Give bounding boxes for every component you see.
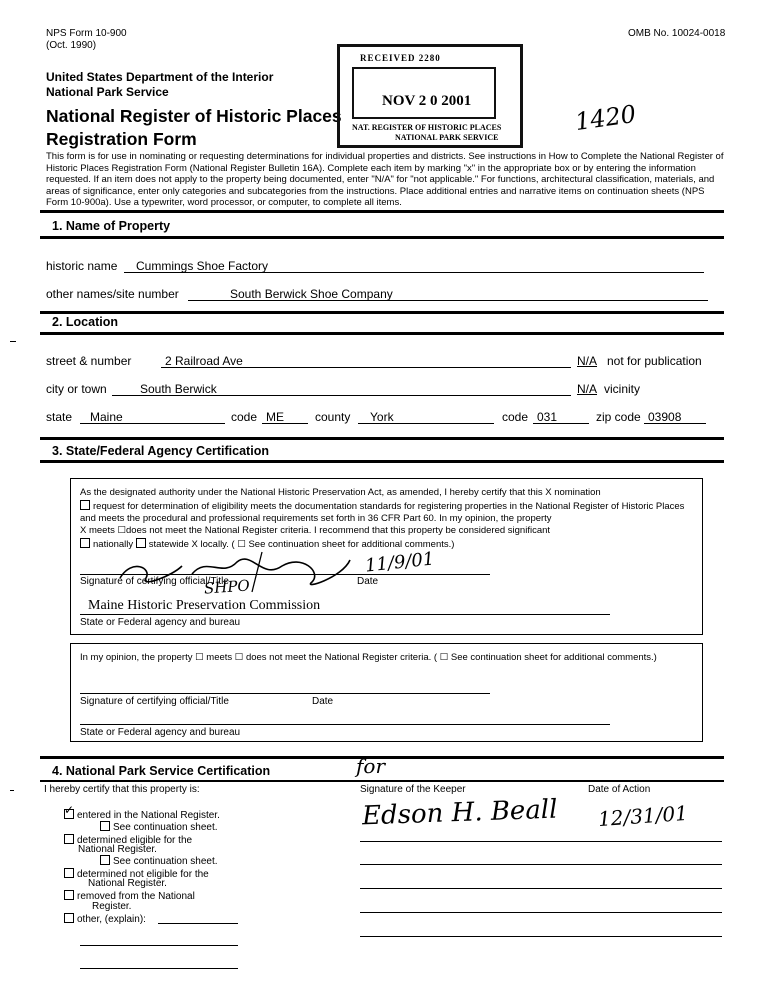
city-label: city or town (46, 382, 107, 396)
agency2-label: State or Federal agency and bureau (80, 727, 241, 738)
keeper-line (360, 888, 722, 889)
zip-label: zip code (596, 410, 641, 424)
nfp-value[interactable]: N/A (577, 354, 598, 368)
department-name: United States Department of the Interior (46, 70, 274, 84)
option-entered (64, 803, 220, 821)
option-continuation-2 (100, 855, 218, 867)
nationally-checkbox[interactable] (80, 538, 90, 548)
other-explain-line (80, 968, 238, 969)
keeper-line (360, 936, 722, 937)
nfp-label: not for publication (607, 354, 702, 368)
vicinity-label: vicinity (604, 382, 641, 396)
handwritten-title: SHPO (203, 576, 251, 598)
county-value[interactable]: York (370, 410, 394, 424)
cert-para3: X meets ☐does not meet the National Register criteria. I recommend that this property be considered significant (80, 525, 551, 536)
omb-number: OMB No. 10024-0018 (628, 28, 726, 39)
other-explain-line (80, 945, 238, 946)
option-other (64, 913, 146, 925)
city-value[interactable]: South Berwick (140, 382, 217, 396)
agency-value[interactable]: Maine Historic Preservation Commission (88, 598, 321, 613)
section2-heading: 2. Location (52, 315, 118, 329)
county-code-value[interactable]: 031 (537, 410, 558, 424)
signature2-line (80, 693, 490, 694)
entered-checkbox[interactable]: ✓ (64, 803, 75, 817)
form-date: (Oct. 1990) (46, 40, 97, 51)
stamp-line1: NAT. REGISTER OF HISTORIC PLACES (352, 123, 502, 132)
agency-line (80, 614, 610, 615)
cert-para1: As the designated authority under the National Historic Preservation Act, as amended, I hereby certify that this X nomination (80, 487, 601, 498)
keeper-line (360, 841, 722, 842)
signature-label: Signature of certifying official/Title (80, 576, 229, 587)
county-label: county (315, 410, 351, 424)
other-explain-line (158, 923, 238, 924)
street-label: street & number (46, 354, 132, 368)
section-rule (40, 311, 724, 314)
handwritten-action-date: 12/31/01 (597, 800, 689, 832)
other-names-label: other names/site number (46, 287, 179, 301)
stamp-received: RECEIVED 2280 (360, 53, 441, 63)
option-entered-label: entered in the National Register. (77, 810, 220, 821)
stamp-date: NOV 2 0 2001 (382, 93, 472, 109)
option-continuation2-label: See continuation sheet. (113, 856, 218, 867)
continuation2-checkbox[interactable] (100, 855, 110, 865)
option-removed-line2: Register. (92, 901, 132, 912)
continuation1-checkbox[interactable] (100, 821, 110, 831)
eligible-checkbox[interactable] (64, 834, 74, 844)
not-eligible-checkbox[interactable] (64, 868, 74, 878)
cert-para2: request for determination of eligibility meets the documentation standards for registering properties in the National Register of Historic Places and meets the procedural and professional requirements set forth in 36 CFR Part 60. In my opinion, the property (80, 501, 685, 524)
county-code-label: code (502, 410, 529, 424)
other-names-value[interactable]: South Berwick Shoe Company (230, 287, 393, 301)
form-number: NPS Form 10-900 (46, 28, 127, 39)
margin-tick (10, 341, 16, 342)
form-title: National Register of Historic Places (46, 106, 342, 126)
historic-name-value[interactable]: Cummings Shoe Factory (136, 259, 269, 273)
signature-line (80, 574, 490, 575)
section1-heading: 1. Name of Property (52, 219, 171, 233)
handwritten-cert-date: 11/9/01 (364, 548, 436, 577)
option-eligible-label: determined eligible for the (77, 835, 193, 846)
action-date-label: Date of Action (588, 784, 651, 795)
keeper-line (360, 864, 722, 865)
option-continuation1-label: See continuation sheet. (113, 822, 218, 833)
handwritten-keeper-signature: Edson H. Beall (361, 794, 558, 832)
section-rule (40, 437, 724, 440)
instructions-text: This form is for use in nominating or requesting determinations for individual properties and districts. See instructions in How to Complete the National Register of Historic Places Registration Form (National Register Bulletin 16A). Complete each item by marking "x" in the appropriate box or by entering the information requested. If an item does not apply to the property being documented, enter "N/A" for "not applicable." For functions, architectural classification, materials, and areas of significance, enter only categories and subcategories from the instructions. Place additional entries and narrative items on continuation sheets (NPS Form 10-900a). Use a typewriter, word processor, or computer, to complete all items. (46, 151, 724, 208)
section-rule (40, 780, 724, 782)
eligibility-checkbox[interactable] (80, 500, 90, 510)
signature2-label: Signature of certifying official/Title (80, 696, 229, 707)
agency2-line (80, 724, 610, 725)
section-rule (40, 460, 724, 463)
opinion-text: In my opinion, the property ☐ meets ☐ does not meet the National Register criteria. ( ☐ See continuation sheet for additional comments.) (80, 652, 657, 663)
removed-checkbox[interactable] (64, 890, 74, 900)
statewide-checkbox[interactable] (136, 538, 146, 548)
state-code-value[interactable]: ME (266, 410, 284, 424)
section3-heading: 3. State/Federal Agency Certification (52, 444, 269, 458)
historic-name-label: historic name (46, 259, 118, 273)
section-rule (40, 210, 724, 213)
state-label: state (46, 410, 73, 424)
section-rule (40, 332, 724, 335)
date2-label: Date (312, 696, 334, 707)
received-stamp (337, 44, 523, 148)
other-checkbox[interactable] (64, 913, 74, 923)
vicinity-value[interactable]: N/A (577, 382, 598, 396)
option-other-label: other, (explain): (77, 914, 146, 925)
handwritten-number: 1420 (573, 99, 638, 137)
cert-para2-wrap (80, 500, 692, 524)
margin-tick (10, 790, 14, 791)
option-not-eligible-label: determined not eligible for the (77, 869, 209, 880)
keeper-line (360, 912, 722, 913)
certify-text: I hereby certify that this property is: (44, 784, 200, 795)
option-eligible-line2: National Register. (78, 844, 157, 855)
option-removed-label: removed from the National (77, 891, 195, 902)
keeper-label: Signature of the Keeper (360, 784, 466, 795)
cert-date-label: Date (357, 576, 379, 587)
state-code-label: code (231, 410, 258, 424)
handwritten-for: for (356, 754, 386, 778)
significance-statewide: statewide X locally. (148, 539, 229, 550)
section-rule (40, 236, 724, 239)
option-not-eligible-line2: National Register. (88, 878, 167, 889)
street-value[interactable]: 2 Railroad Ave (165, 354, 243, 368)
stamp-line2: NATIONAL PARK SERVICE (395, 133, 499, 142)
service-name: National Park Service (46, 85, 169, 99)
zip-value[interactable]: 03908 (648, 410, 682, 424)
option-continuation-1 (100, 821, 218, 833)
agency-label: State or Federal agency and bureau (80, 617, 241, 628)
form-subtitle: Registration Form (46, 129, 197, 149)
significance-continuation: ( ☐ See continuation sheet for additional comments.) (231, 539, 455, 550)
state-value[interactable]: Maine (90, 410, 123, 424)
significance-nationally: nationally (93, 539, 134, 550)
section4-heading: 4. National Park Service Certification (52, 764, 271, 778)
